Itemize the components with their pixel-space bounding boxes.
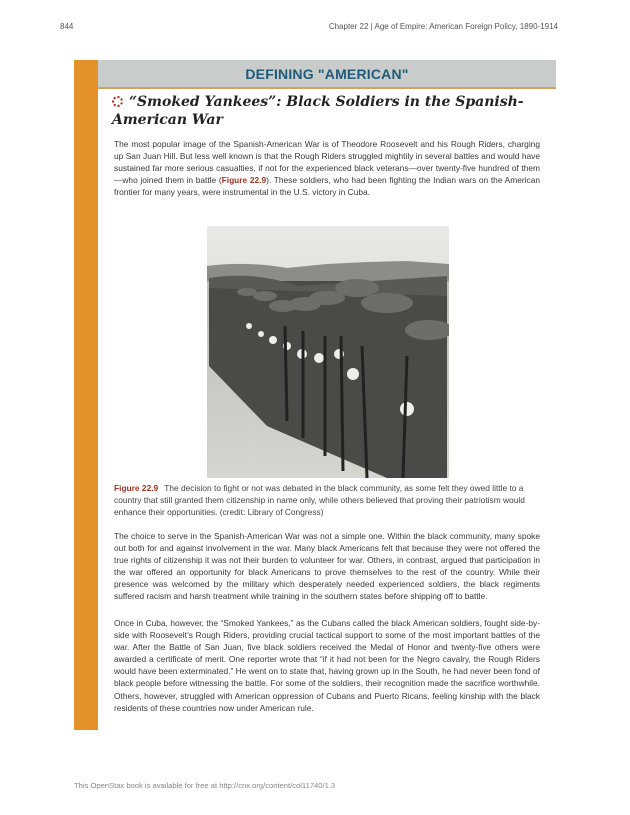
paragraph-1-text-b: ). These soldiers, who had been fighting the Indian wars on the American frontier for many years, were instrumental in the U.S. victory in Cuba. bbox=[114, 175, 541, 198]
paragraph-1 bbox=[114, 138, 540, 198]
page-footer: This OpenStax book is available for free at http://cnx.org/content/col11740/1.3 bbox=[74, 781, 336, 790]
page-number: 844 bbox=[60, 22, 74, 31]
figure-label: Figure 22.9 bbox=[114, 483, 159, 493]
figure-caption-text: The decision to fight or not was debated in the black community, as some felt they owed little to a country that still granted them citizenship in name only, while others believed that proving their patriotism would enhance their opportunities. (credit: Library of Congress) bbox=[114, 483, 525, 518]
figure-photo bbox=[207, 226, 449, 478]
paragraph-1-text-a: The most popular image of the Spanish-American War is of Theodore Roosevelt and his Rough Riders, charging up San Juan Hill. But less well known is that the Rough Riders struggled mightily in several battles and would have sustained far more serious casualties, if not for the experienced black veterans—over twenty-five hundred of them—who joined them in battle ( bbox=[114, 139, 540, 186]
dotted-circle-icon bbox=[112, 96, 123, 107]
figure-caption bbox=[114, 482, 540, 519]
feature-title-text: “Smoked Yankees”: Black Soldiers in the Spanish-American War bbox=[112, 94, 524, 128]
feature-header bbox=[98, 60, 556, 89]
paragraph-3: Once in Cuba, however, the “Smoked Yankees,” as the Cubans called the black American soldiers, fought side-by-side with Roosevelt’s Rough Riders, providing crucial tactical support to some of the most important battles of the war. After the Battle of San Juan, five black soldiers received the Medal of Honor and twenty-five others were awarded a certificate of merit. One reporter wrote that “if it had not been for the Negro cavalry, the Rough Riders would have been exterminated.” He went on to state that, having grown up in the South, he had never been fond of black people before witnessing the battle. For some of the soldiers, their recognition made the sacrifice worthwhile. Others, however, struggled with American oppression of Cubans and Puerto Ricans, feeling kinship with the black residents of these countries now under American rule. bbox=[114, 618, 540, 713]
figure-link[interactable]: Figure 22.9 bbox=[221, 175, 267, 186]
feature-title bbox=[112, 93, 542, 129]
soldiers-photo-illustration bbox=[207, 226, 449, 478]
feature-accent-bar bbox=[74, 60, 98, 730]
feature-section-label: DEFINING "AMERICAN" bbox=[245, 65, 409, 82]
paragraph-2: The choice to serve in the Spanish-American War was not a simple one. Within the black community, many spoke out both for and against involvement in the war. Many black Americans felt that because they were not offered the true rights of citizenship it was not their burden to volunteer for war. Others, in contrast, argued that participation in the war offered an opportunity for black Americans to prove themselves to the rest of the country. While their presence was welcomed by the military which desperately needed experienced soldiers, the black regiments suffered racism and harsh treatment while training in the southern states before shipping off to battle. bbox=[114, 531, 540, 602]
running-head: Chapter 22 | Age of Empire: American Foreign Policy, 1890-1914 bbox=[328, 22, 558, 31]
